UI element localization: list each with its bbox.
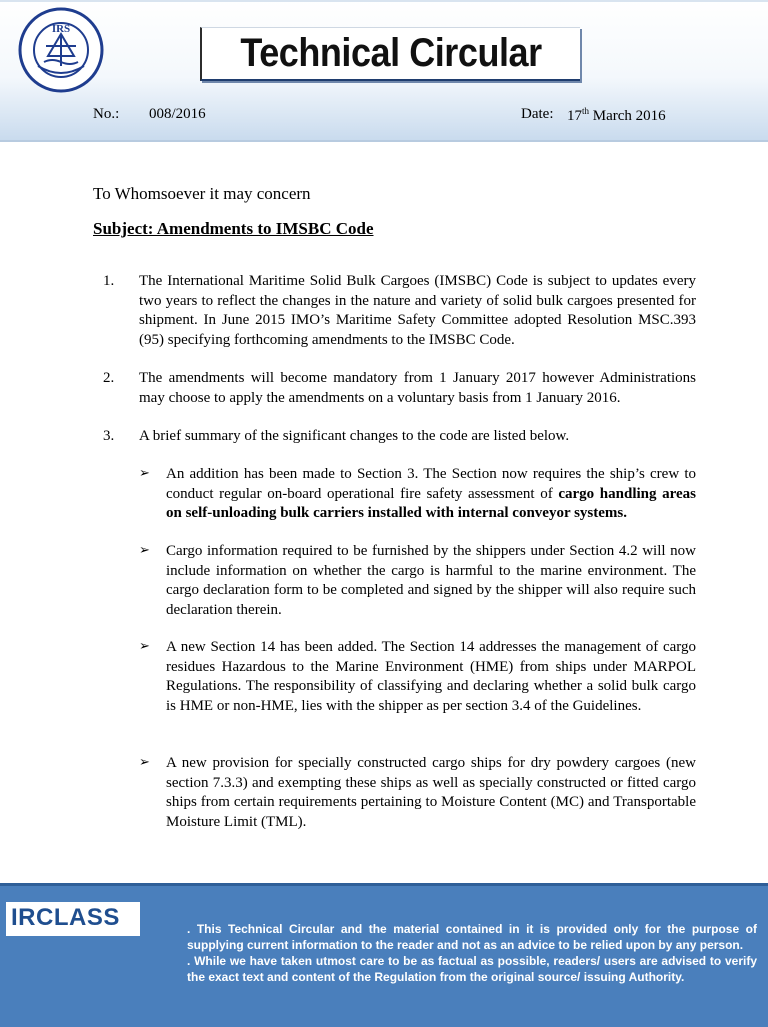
number-label: No.: (93, 106, 120, 122)
date-value (567, 106, 666, 125)
arrow-bullet-icon: ➢ (139, 755, 150, 770)
arrow-bullet-icon: ➢ (139, 466, 150, 481)
bullet-text: Cargo information required to be furnished by the shippers under Section 4.2 will now include information on whether the cargo is harmful to the marine environment. The cargo declaration form to be completed and signed by the shipper will also require such declaration therein. (166, 543, 696, 618)
disclaimer-line-1: . This Technical Circular and the material contained in it is provided only for the purpose of supplying current information to the reader and not as an advice to be relied upon by any person. (187, 922, 757, 952)
bullet-text-regular: An addition has been made to Section 3. The Section now requires the ship’s crew to conduct regular on-board operational fire safety assessment of (166, 466, 696, 502)
footer-band (0, 883, 768, 1027)
date-day: 17 (567, 108, 582, 124)
document-title: Technical Circular (240, 31, 542, 75)
bullet-text: A new Section 14 has been added. The Section 14 addresses the management of cargo residues Hazardous to the Marine Environment (HME) from ships under MARPOL Regulations. The responsibility of classifying and declaring whether a solid bulk cargo is HME or non-HME, lies with the shipper as per section 3.4 of the Guidelines. (166, 639, 696, 714)
paragraph-text: The amendments will become mandatory from 1 January 2017 however Administrations may choose to apply the amendments on a voluntary basis from 1 January 2016. (139, 370, 696, 406)
date-label: Date: (521, 106, 554, 122)
bullet-text-bold: cargo handling areas on self-unloading bulk carriers installed with internal conveyor systems. (166, 485, 697, 522)
date-month-year: March 2016 (589, 108, 666, 124)
arrow-bullet-icon: ➢ (139, 543, 150, 558)
paragraph-number: 3. (103, 428, 115, 444)
number-value: 008/2016 (149, 106, 206, 122)
irclass-logo (6, 902, 140, 936)
irs-seal-logo (8, 6, 114, 94)
arrow-bullet-icon: ➢ (139, 639, 150, 654)
paragraph-text: A brief summary of the significant changes to the code are listed below. (139, 428, 570, 444)
irclass-logo-text: IRCLASS (11, 904, 120, 931)
title-box (200, 27, 580, 81)
bullet-text: A new provision for specially constructed cargo ships for dry powdery cargoes (new section 7.3.3) and exempting these ships as well as specially constructed or fitted cargo ships from certain requirements pertaining to Moisture Content (MC) and Transportable Moisture Limit (TML). (166, 755, 696, 830)
disclaimer-line-2: . While we have taken utmost care to be as factual as possible, readers/ users are advised to verify the exact text and content of the Regulation from the original source/ issuing Authority. (187, 954, 757, 984)
logo-letters: IRS (51, 23, 71, 35)
disclaimer (187, 921, 757, 985)
paragraph-number: 1. (103, 273, 115, 289)
header-band (0, 0, 768, 142)
paragraph-number: 2. (103, 370, 115, 386)
greeting: To Whomsoever it may concern (93, 184, 311, 203)
bullet-text (166, 465, 696, 524)
paragraph-text: The International Maritime Solid Bulk Cargoes (IMSBC) Code is subject to updates every two years to reflect the changes in the nature and variety of solid bulk cargoes presented for shipment. In June 2015 IMO’s Maritime Safety Committee adopted Resolution MSC.393 (95) specifying forthcoming amendments to the IMSBC Code. (139, 273, 696, 348)
subject-line: Subject: Amendments to IMSBC Code (93, 219, 374, 238)
date-suffix: th (582, 106, 590, 116)
